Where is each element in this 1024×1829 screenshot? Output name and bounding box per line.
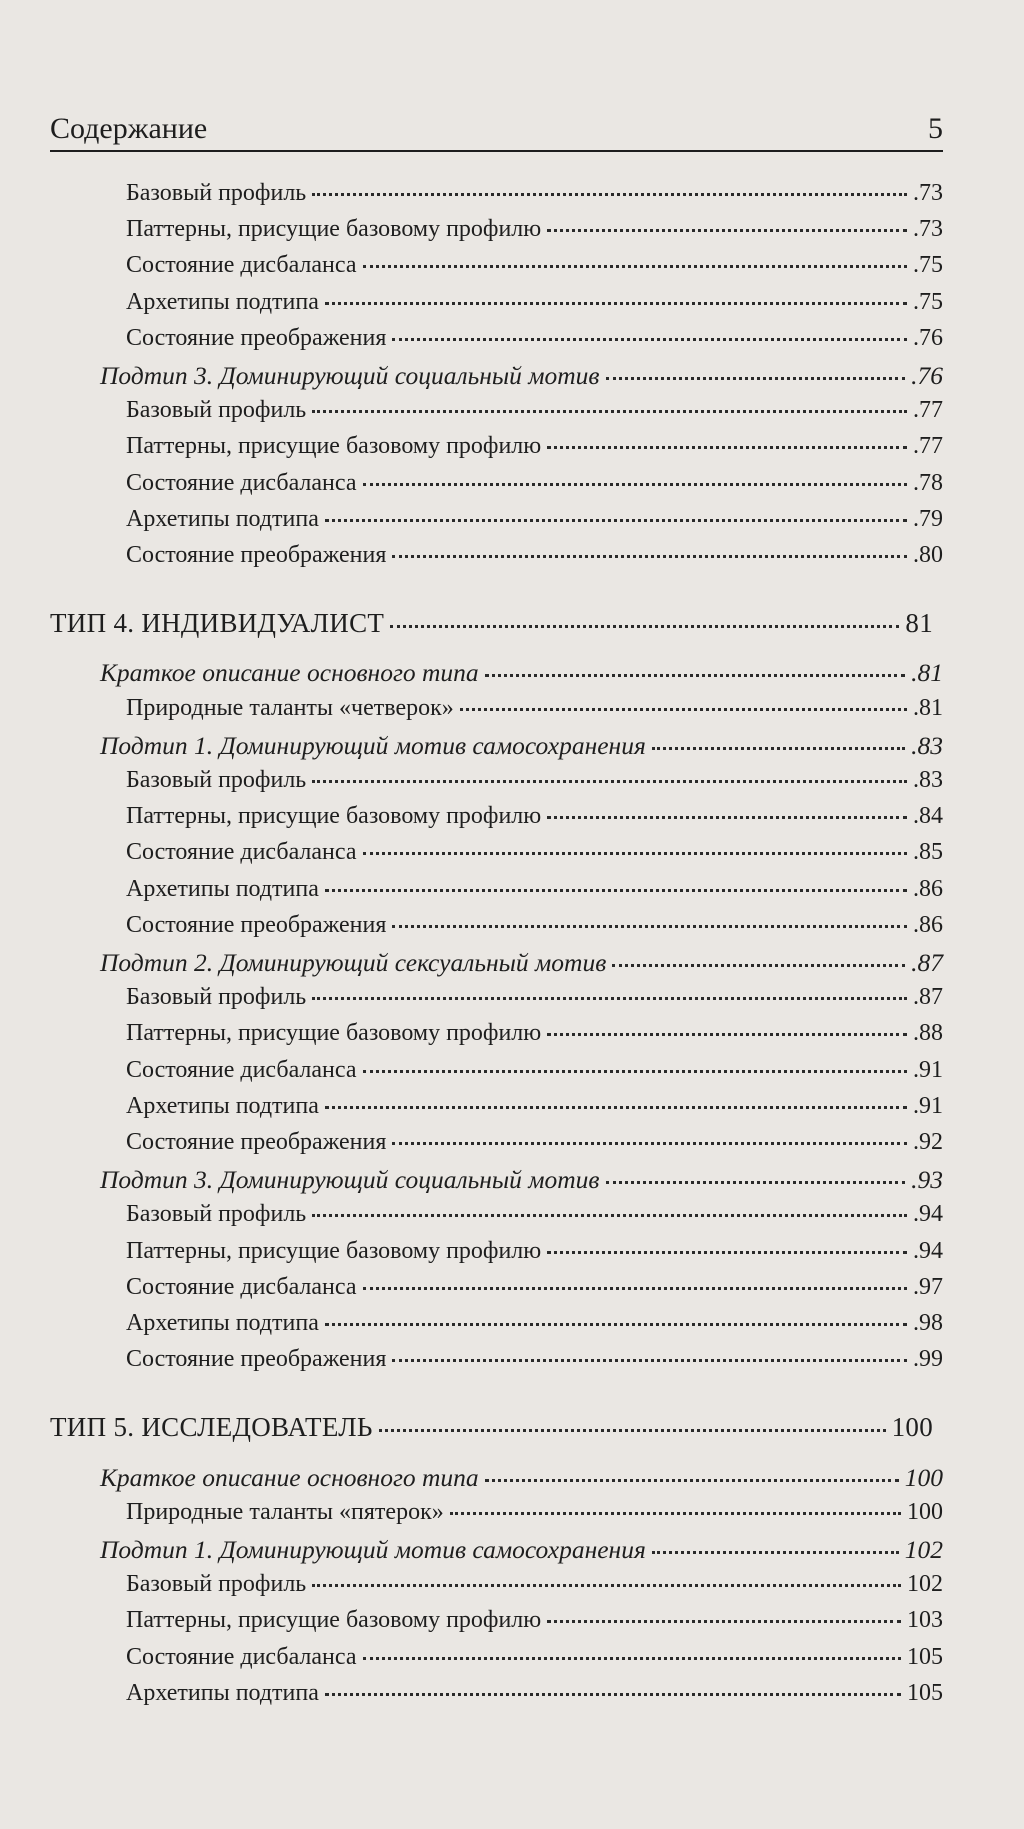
toc-entry-title: Паттерны, присущие базовому профилю: [126, 216, 542, 243]
toc-subsection-entry: [126, 1644, 943, 1678]
toc-entry-title: Паттерны, присущие базовому профилю: [126, 1020, 542, 1047]
dot-leader: [325, 1692, 901, 1696]
toc-entry-title: Состояние преображения: [126, 1346, 387, 1373]
toc-subsection-entry: [126, 1129, 943, 1163]
dot-leader: [325, 888, 907, 892]
toc-entry-title: ТИП 5. ИССЛЕДОВАТЕЛЬ: [50, 1412, 373, 1443]
toc-subsection-entry: [126, 289, 943, 323]
toc-subsection-entry: [126, 1680, 943, 1714]
running-header: [50, 108, 943, 152]
dot-leader: [312, 996, 907, 1000]
dot-leader: [547, 1032, 907, 1036]
toc-entry-title: Подтип 3. Доминирующий социальный мотив: [100, 361, 600, 390]
dot-leader: [392, 337, 907, 341]
toc-page-number: .80: [913, 542, 943, 568]
toc-page-number: 100: [907, 1498, 943, 1525]
toc-page-number: .94: [913, 1201, 943, 1228]
dot-leader: [325, 1105, 907, 1109]
toc-page-number: .77: [913, 397, 943, 424]
dot-leader: [485, 1478, 899, 1482]
toc-page-number: .75: [913, 252, 943, 279]
toc-subsection-entry: [126, 767, 943, 801]
toc-entry-title: Подтип 3. Доминирующий социальный мотив: [100, 1165, 600, 1195]
toc-entry-title: Паттерны, присущие базовому профилю: [126, 1237, 542, 1264]
header-page-number: 5: [928, 112, 943, 145]
toc-subsection-entry: [126, 876, 943, 910]
toc-page-number: .93: [911, 1165, 943, 1195]
dot-leader: [379, 1428, 886, 1432]
toc-subsection-entry: [126, 1201, 943, 1235]
toc-page-number: .92: [913, 1129, 943, 1155]
toc-entry-title: Базовый профиль: [126, 180, 307, 206]
toc-entry-title: Базовый профиль: [126, 984, 307, 1011]
toc-entry-title: Архетипы подтипа: [126, 1679, 319, 1706]
dot-leader: [325, 1322, 907, 1326]
toc-subsection-entry: [126, 252, 943, 286]
toc-entry-title: Состояние дисбаланса: [126, 1056, 357, 1083]
toc-page-number: .98: [913, 1310, 943, 1336]
toc-subsection-entry: [126, 1274, 943, 1308]
toc-section-entry: [100, 948, 943, 982]
toc-section-entry: [100, 731, 943, 765]
toc-page-number: .81: [913, 694, 943, 721]
toc-page-number: .76: [911, 361, 943, 390]
toc-page-number: 105: [907, 1643, 943, 1670]
toc-entry-title: Состояние дисбаланса: [126, 469, 357, 496]
toc-entry-title: Базовый профиль: [126, 1201, 307, 1228]
dot-leader: [363, 1656, 902, 1660]
toc-page-number: .76: [913, 324, 943, 351]
dot-leader: [363, 1286, 908, 1290]
toc-entry-title: Архетипы подтипа: [126, 1092, 319, 1119]
toc-subsection-entry: [126, 216, 943, 250]
toc-subsection-entry: [126, 984, 943, 1018]
toc-page-number: .85: [913, 839, 943, 866]
toc-entry-title: Базовый профиль: [126, 767, 307, 793]
toc-subsection-entry: [126, 325, 943, 359]
toc-subsection-entry: [126, 470, 943, 504]
toc-chapter-entry: [50, 608, 933, 642]
dot-leader: [363, 851, 908, 855]
toc-page-number: .86: [913, 911, 943, 938]
toc-subsection-entry: [126, 1093, 943, 1127]
toc-page-number: .88: [913, 1020, 943, 1047]
dot-leader: [392, 554, 907, 558]
toc-chapter-entry: [50, 1412, 933, 1446]
dot-leader: [547, 815, 907, 819]
toc-section-entry: [100, 658, 943, 692]
toc-subsection-entry: [126, 1607, 943, 1641]
toc-page-number: .83: [911, 730, 943, 760]
toc-section-entry: [100, 1463, 943, 1497]
toc-subsection-entry: [126, 1346, 943, 1380]
toc-section-entry: [100, 1165, 943, 1199]
toc-entry-title: Подтип 1. Доминирующий мотив самосохранения: [100, 1535, 646, 1564]
toc-page-number: .75: [913, 288, 943, 315]
toc-page-number: .87: [913, 984, 943, 1011]
toc-page-number: .91: [913, 1092, 943, 1119]
toc-entry-title: Состояние преображения: [126, 542, 387, 568]
dot-leader: [392, 1141, 907, 1145]
toc-page-number: .86: [913, 875, 943, 902]
toc-entry-title: Паттерны, присущие базовому профилю: [126, 433, 542, 460]
toc-entry-title: Паттерны, присущие базовому профилю: [126, 803, 542, 830]
toc-page-number: 102: [907, 1571, 943, 1598]
toc-page-number: .94: [913, 1237, 943, 1264]
dot-leader: [460, 707, 907, 711]
toc-page-number: .73: [913, 180, 943, 206]
toc-entry-title: Паттерны, присущие базовому профилю: [126, 1607, 542, 1634]
toc-entry-title: ТИП 4. ИНДИВИДУАЛИСТ: [50, 608, 385, 639]
toc-subsection-entry: [126, 506, 943, 540]
toc-subsection-entry: [126, 1499, 943, 1533]
toc-entry-title: Базовый профиль: [126, 1571, 307, 1598]
dot-leader: [312, 192, 907, 196]
toc-entry-title: Подтип 1. Доминирующий мотив самосохранения: [100, 730, 646, 760]
toc-entry-title: Состояние дисбаланса: [126, 252, 357, 279]
toc-subsection-entry: [126, 1057, 943, 1091]
toc-entry-title: Архетипы подтипа: [126, 875, 319, 902]
toc-entry-title: Краткое описание основного типа: [100, 1462, 479, 1492]
dot-leader: [547, 445, 907, 449]
toc-entry-title: Состояние дисбаланса: [126, 839, 357, 866]
toc-entry-title: Состояние дисбаланса: [126, 1273, 357, 1300]
toc-entry-title: Архетипы подтипа: [126, 505, 319, 532]
toc-page-number: .87: [911, 948, 943, 977]
dot-leader: [390, 624, 899, 628]
toc-page-number: .97: [913, 1273, 943, 1300]
dot-leader: [325, 301, 907, 305]
toc-subsection-entry: [126, 542, 943, 576]
toc-page-number: .83: [913, 767, 943, 793]
dot-leader: [392, 924, 907, 928]
dot-leader: [363, 264, 908, 268]
dot-leader: [363, 482, 908, 486]
toc-subsection-entry: [126, 1310, 943, 1344]
toc-page-number: 103: [907, 1607, 943, 1634]
toc-entry-title: Архетипы подтипа: [126, 288, 319, 315]
toc-entry-title: Природные таланты «пятерок»: [126, 1498, 444, 1525]
header-title: Содержание: [50, 112, 208, 145]
toc-section-entry: [100, 361, 943, 395]
dot-leader: [652, 746, 905, 750]
toc-entry-title: Природные таланты «четверок»: [126, 694, 454, 721]
toc-subsection-entry: [126, 397, 943, 431]
toc-page-number: .91: [913, 1056, 943, 1083]
dot-leader: [547, 1250, 907, 1254]
toc-entry-title: Состояние преображения: [126, 911, 387, 938]
toc-page-number: .73: [913, 216, 943, 243]
toc-page-number: .81: [911, 658, 943, 688]
toc-page-number: .99: [913, 1346, 943, 1373]
dot-leader: [392, 1358, 907, 1362]
toc-subsection-entry: [126, 1020, 943, 1054]
toc-entry-title: Архетипы подтипа: [126, 1310, 319, 1336]
toc-entry-title: Краткое описание основного типа: [100, 658, 479, 688]
dot-leader: [547, 1619, 901, 1623]
toc-entry-title: Подтип 2. Доминирующий сексуальный мотив: [100, 948, 607, 977]
dot-leader: [312, 779, 907, 783]
toc-page-number: .78: [913, 469, 943, 496]
toc-subsection-entry: [126, 1571, 943, 1605]
toc-entry-title: Состояние преображения: [126, 324, 387, 351]
dot-leader: [606, 1180, 906, 1184]
toc-page-number: 102: [904, 1535, 943, 1564]
toc-page-number: .84: [913, 803, 943, 830]
dot-leader: [312, 1213, 907, 1217]
toc-page-number: .77: [913, 433, 943, 460]
toc-subsection-entry: [126, 912, 943, 946]
toc-page-number: .79: [913, 505, 943, 532]
toc-subsection-entry: [126, 803, 943, 837]
dot-leader: [652, 1550, 899, 1554]
dot-leader: [606, 376, 906, 380]
toc-subsection-entry: [126, 433, 943, 467]
dot-leader: [547, 228, 907, 232]
toc-entry-title: Базовый профиль: [126, 397, 307, 424]
dot-leader: [312, 409, 907, 413]
dot-leader: [450, 1511, 901, 1515]
toc-subsection-entry: [126, 839, 943, 873]
toc-page-number: 81: [905, 608, 933, 639]
toc-page-number: 100: [904, 1462, 943, 1492]
dot-leader: [325, 518, 907, 522]
toc-entry-title: Состояние дисбаланса: [126, 1643, 357, 1670]
toc-page-number: 100: [891, 1412, 933, 1443]
toc-entry-title: Состояние преображения: [126, 1129, 387, 1155]
toc-subsection-entry: [126, 180, 943, 214]
toc-subsection-entry: [126, 1238, 943, 1272]
toc-section-entry: [100, 1535, 943, 1569]
dot-leader: [485, 673, 905, 677]
dot-leader: [312, 1583, 901, 1587]
toc-subsection-entry: [126, 695, 943, 729]
dot-leader: [612, 963, 905, 967]
dot-leader: [363, 1069, 908, 1073]
toc-page-number: 105: [907, 1679, 943, 1706]
